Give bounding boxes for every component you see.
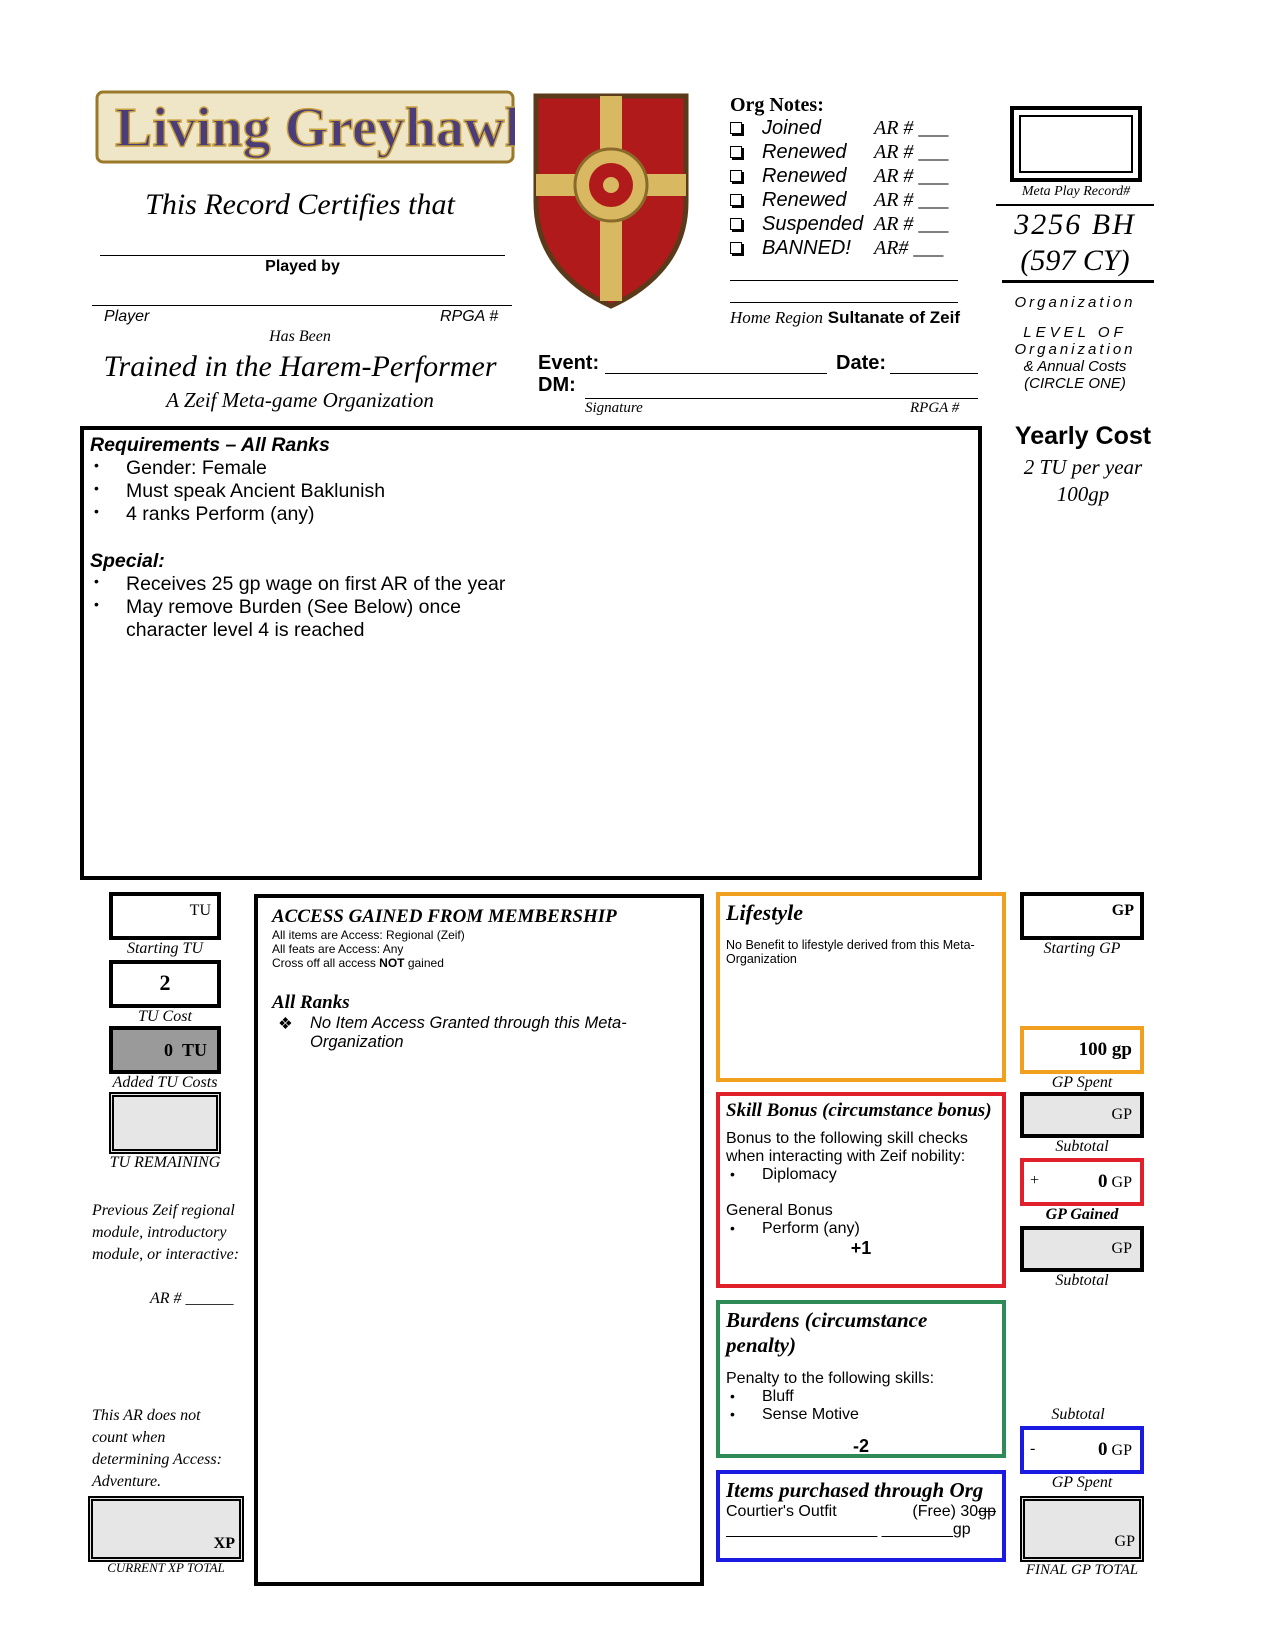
gp-spent-value: 100 gp xyxy=(1078,1039,1132,1060)
logo-text: Living Greyhawk xyxy=(115,97,515,159)
access-box xyxy=(254,894,704,1586)
yearly-cost-tu: 2 TU per year xyxy=(1023,455,1143,479)
yearly-cost-gp: 100gp xyxy=(1056,482,1110,506)
access-line-pre: Cross off all access xyxy=(272,956,380,970)
organization-label: Organization xyxy=(1014,294,1136,311)
dm-signature-line[interactable] xyxy=(585,398,978,399)
special-item: • Receives 25 gp wage on first AR of the year xyxy=(90,573,510,596)
has-been-text: Has Been xyxy=(269,328,331,345)
item-cost xyxy=(912,1503,996,1521)
gp-gained-amount xyxy=(1098,1171,1132,1193)
access-line-post: gained xyxy=(404,956,444,970)
gp-gained-label: GP Gained xyxy=(1045,1206,1119,1223)
org-notes-list xyxy=(730,116,970,260)
final-gp-label: FINAL GP TOTAL xyxy=(1025,1562,1139,1578)
added-tu-value xyxy=(164,1040,207,1061)
tu-remaining-label: TU REMAINING xyxy=(109,1154,221,1171)
subtotal-box-1[interactable] xyxy=(1020,1092,1144,1138)
certifies-text: This Record Certifies that xyxy=(145,188,455,221)
level-of-label: LEVEL OF xyxy=(1023,324,1127,341)
subtotal-2-unit: GP xyxy=(1111,1240,1132,1257)
requirement-item: • 4 ranks Perform (any) xyxy=(90,503,510,526)
signature-label: Signature xyxy=(585,400,643,416)
item-name: Courtier's Outfit xyxy=(726,1503,837,1520)
org-note-row xyxy=(730,236,970,260)
tu-remaining-box[interactable] xyxy=(109,1092,221,1154)
gp-gained-value: 0 xyxy=(1098,1171,1108,1192)
gp-gained-unit: GP xyxy=(1111,1174,1132,1191)
burdens-list xyxy=(726,1388,996,1424)
gp-spent-2-unit: GP xyxy=(1111,1442,1132,1459)
skill-bonus-list xyxy=(726,1166,996,1184)
event-input-line[interactable] xyxy=(605,373,827,374)
annual-costs-label: & Annual Costs xyxy=(1023,358,1127,375)
org-notes-title: Org Notes: xyxy=(730,94,824,116)
all-ranks-title: All Ranks xyxy=(272,992,350,1013)
meta-record-label: Meta Play Record# xyxy=(1021,184,1131,199)
meta-date-bh: 3256 BH xyxy=(1014,208,1136,241)
final-gp-unit: GP xyxy=(1114,1533,1135,1550)
org-note-ar: AR # ___ xyxy=(874,116,949,139)
gp-gained-sign: + xyxy=(1030,1172,1040,1189)
org-subtitle: A Zeif Meta-game Organization xyxy=(166,388,434,412)
dm-rpga-label: RPGA # xyxy=(910,400,960,416)
subtotal-box-2[interactable] xyxy=(1020,1226,1144,1272)
special-item: • May remove Burden (See Below) once character level 4 is reached xyxy=(90,596,510,642)
access-note: This AR does not count when determining Access: Adventure. xyxy=(92,1407,222,1490)
gp-spent-2-amount xyxy=(1098,1439,1132,1461)
played-by-label: Played by xyxy=(265,258,340,275)
subtotal-label-3: Subtotal xyxy=(1051,1406,1105,1423)
general-bonus-list xyxy=(726,1220,996,1238)
skill-bonus-item: • Diplomacy xyxy=(726,1166,996,1184)
org-note-row xyxy=(730,164,970,188)
tu-unit: TU xyxy=(189,902,211,919)
meta-date-line xyxy=(1002,280,1154,283)
lifestyle-box xyxy=(716,892,1006,1082)
previous-module-ar: AR # ______ xyxy=(150,1290,234,1307)
org-note-ar: AR # ___ xyxy=(874,164,949,187)
date-input-line[interactable] xyxy=(890,373,978,374)
tu-cost-label: TU Cost xyxy=(138,1008,192,1025)
starting-tu-label: Starting TU xyxy=(126,940,203,957)
xp-total-box[interactable] xyxy=(88,1496,244,1562)
special-list xyxy=(90,573,510,642)
burdens-text: Penalty to the following skills: xyxy=(726,1370,935,1387)
items-purchased-box xyxy=(716,1470,1006,1562)
player-line[interactable] xyxy=(92,305,512,306)
event-label: Event: xyxy=(538,352,600,374)
special-title: Special: xyxy=(90,550,165,572)
gp-spent-box xyxy=(1020,1026,1144,1074)
zeif-shield-emblem xyxy=(532,92,690,310)
shield-icon xyxy=(532,92,690,310)
renewed-checkbox[interactable] xyxy=(730,146,742,158)
gp-spent-2-sign: - xyxy=(1030,1440,1036,1457)
org-note-status: Renewed xyxy=(762,188,847,211)
org-note-row xyxy=(730,188,970,212)
requirement-item: • Must speak Ancient Baklunish xyxy=(90,480,510,503)
burden-item: • Bluff xyxy=(726,1388,996,1406)
item-cost-value: (Free) 30 xyxy=(912,1503,979,1520)
lifestyle-title: Lifestyle xyxy=(726,900,803,925)
skill-bonus-box xyxy=(716,1092,1006,1288)
dm-label: DM: xyxy=(538,374,576,396)
requirements-list xyxy=(90,457,510,526)
subtotal-label-1: Subtotal xyxy=(1055,1138,1109,1155)
item-cost-unit: gp xyxy=(978,1503,996,1520)
meta-date-cy: (597 CY) xyxy=(1020,244,1130,277)
organization-label-2: Organization xyxy=(1014,341,1136,358)
org-note-ar: AR # ___ xyxy=(874,188,949,211)
org-notes-line[interactable] xyxy=(730,302,958,303)
subtotal-1-unit: GP xyxy=(1111,1106,1132,1123)
gp-spent-label-2: GP Spent xyxy=(1051,1474,1113,1491)
burdens-box xyxy=(716,1300,1006,1458)
xp-total-label: CURRENT XP TOTAL xyxy=(107,1560,225,1575)
xp-unit: XP xyxy=(213,1535,235,1552)
living-greyhawk-logo xyxy=(95,84,515,172)
org-notes-line[interactable] xyxy=(730,280,958,281)
banned-checkbox[interactable] xyxy=(730,242,742,254)
access-line: All items are Access: Regional (Zeif) xyxy=(272,928,465,942)
logo-graphic xyxy=(95,84,515,172)
item-blank-row[interactable]: _________________ ________gp xyxy=(726,1521,971,1538)
joined-checkbox[interactable] xyxy=(730,122,742,134)
skill-bonus-value: +1 xyxy=(850,1238,872,1258)
requirements-title: Requirements – All Ranks xyxy=(90,434,330,456)
access-title: ACCESS GAINED FROM MEMBERSHIP xyxy=(272,906,617,927)
access-item xyxy=(272,1014,686,1052)
gp-spent-box-2 xyxy=(1020,1426,1144,1474)
org-title: Trained in the Harem-Performer xyxy=(103,350,497,383)
added-tu-label: Added TU Costs xyxy=(112,1074,218,1091)
date-label: Date: xyxy=(836,352,887,374)
access-item-text: No Item Access Granted through this Meta-Organization xyxy=(310,1014,627,1051)
general-bonus-item: • Perform (any) xyxy=(726,1220,996,1238)
gp-spent-label: GP Spent xyxy=(1051,1074,1113,1091)
suspended-checkbox[interactable] xyxy=(730,218,742,230)
diamond-bullet-icon: ❖ xyxy=(278,1015,293,1033)
final-gp-box[interactable] xyxy=(1020,1496,1144,1562)
org-note-ar: AR # ___ xyxy=(874,140,949,163)
requirements-box xyxy=(80,426,982,880)
player-rpga-label: RPGA # xyxy=(440,308,499,325)
org-note-row xyxy=(730,212,970,236)
org-note-status: Suspended xyxy=(762,212,864,235)
circle-one-label: (CIRCLE ONE) xyxy=(1024,375,1126,392)
org-note-row xyxy=(730,116,970,140)
character-name-line[interactable] xyxy=(100,255,505,256)
gp-spent-2-value: 0 xyxy=(1098,1439,1108,1460)
org-note-row xyxy=(730,140,970,164)
general-bonus-label: General Bonus xyxy=(726,1202,833,1219)
tu-cost-value: 2 xyxy=(159,970,171,995)
yearly-cost-title: Yearly Cost xyxy=(1014,422,1152,450)
renewed-checkbox[interactable] xyxy=(730,194,742,206)
subtotal-label-2: Subtotal xyxy=(1055,1272,1109,1289)
org-note-status: BANNED! xyxy=(762,236,851,259)
starting-tu-box[interactable] xyxy=(109,892,221,940)
home-region-value: Sultanate of Zeif xyxy=(827,308,960,327)
items-title: Items purchased through Org xyxy=(726,1478,984,1502)
burden-item: • Sense Motive xyxy=(726,1406,996,1424)
org-note-status: Joined xyxy=(762,116,821,139)
org-note-ar: AR # ___ xyxy=(874,212,949,235)
gp-unit: GP xyxy=(1111,902,1134,919)
access-line-bold: NOT xyxy=(379,956,405,970)
tu-cost-box xyxy=(109,960,221,1008)
requirement-item: • Gender: Female xyxy=(90,457,510,480)
player-label: Player xyxy=(104,308,150,325)
home-region xyxy=(730,308,960,328)
lifestyle-text: No Benefit to lifestyle derived from this Meta-Organization xyxy=(726,938,975,966)
burdens-title: Burdens (circumstance penalty) xyxy=(726,1308,928,1357)
org-note-status: Renewed xyxy=(762,164,847,187)
item-row xyxy=(726,1503,996,1521)
access-line: All feats are Access: Any xyxy=(272,942,404,956)
skill-bonus-text: Bonus to the following skill checks when interacting with Zeif nobility: xyxy=(726,1130,968,1165)
org-note-status: Renewed xyxy=(762,140,847,163)
gp-gained-box xyxy=(1020,1158,1144,1206)
starting-gp-box[interactable] xyxy=(1020,892,1144,940)
meta-record-box[interactable] xyxy=(1010,106,1142,182)
added-tu-number: 0 xyxy=(163,1040,173,1060)
access-line-not xyxy=(272,956,686,970)
added-tu-box xyxy=(109,1026,221,1074)
renewed-checkbox[interactable] xyxy=(730,170,742,182)
starting-gp-label: Starting GP xyxy=(1043,940,1121,957)
added-tu-unit: TU xyxy=(181,1040,207,1060)
org-note-ar: AR# ___ xyxy=(874,236,944,259)
meta-record-line xyxy=(996,204,1154,206)
burdens-value: -2 xyxy=(852,1436,869,1456)
skill-bonus-title: Skill Bonus (circumstance bonus) xyxy=(726,1100,992,1121)
home-region-label: Home Region xyxy=(730,308,824,327)
previous-module-note: Previous Zeif regional module, introductory module, or interactive: xyxy=(92,1202,240,1263)
